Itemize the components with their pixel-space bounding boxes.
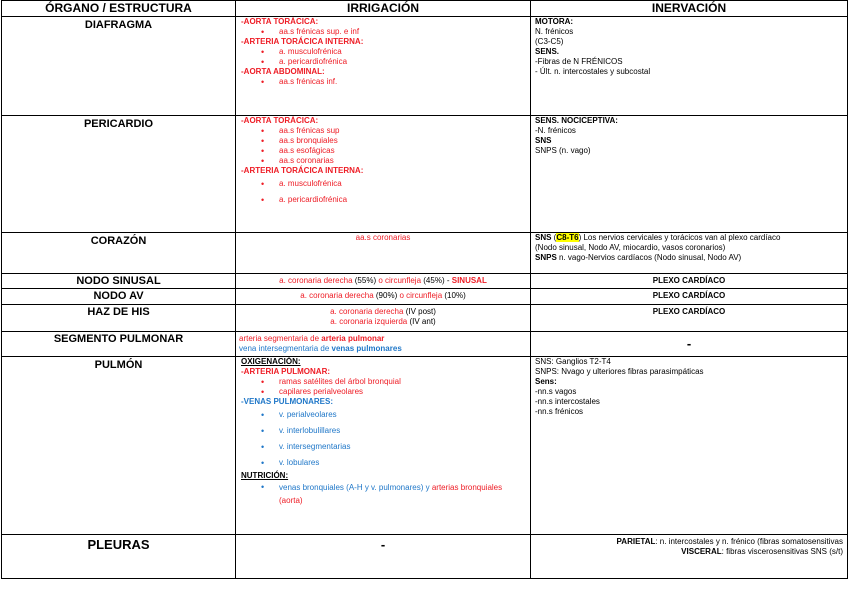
organ-cell: CORAZÓN bbox=[2, 233, 236, 274]
line-text: -VENAS PULMONARES: bbox=[241, 397, 334, 406]
list-item: • aa.s frénicas inf. bbox=[241, 77, 526, 87]
row-nodo-sinusal bbox=[2, 274, 848, 289]
row-pericardio bbox=[2, 116, 848, 233]
header-row bbox=[2, 1, 848, 17]
innervation-cell: PLEXO CARDÍACO bbox=[531, 305, 848, 332]
segment-range-highlight: C8-T6 bbox=[556, 233, 579, 242]
irrigation-cell bbox=[236, 332, 531, 357]
list-item: • aa.s esofágicas bbox=[241, 146, 526, 156]
list-item: • aa.s frénicas sup bbox=[241, 126, 526, 136]
innervation-cell bbox=[531, 357, 848, 535]
organ-cell: PLEURAS bbox=[2, 535, 236, 579]
dash-text: - bbox=[686, 336, 692, 351]
header-organ: ÓRGANO / ESTRUCTURA bbox=[2, 1, 236, 17]
row-segmento-pulmonar bbox=[2, 332, 848, 357]
innervation-cell bbox=[531, 332, 848, 357]
list-item: • a. pericardiofrénica bbox=[241, 57, 526, 67]
visceral-text: : fibras viscerosensitivas SNS (s/t) bbox=[721, 547, 843, 556]
artery-text: o circunfleja bbox=[378, 276, 422, 285]
innervation-cell bbox=[531, 17, 848, 116]
organ-cell: PERICARDIO bbox=[2, 116, 236, 233]
line-text: - Últ. n. intercostales y subcostal bbox=[535, 67, 651, 76]
irrigation-cell bbox=[236, 17, 531, 116]
nutrition-text: arterias bbox=[431, 483, 459, 492]
nutrition-text: bronquiales (aorta) bbox=[279, 483, 503, 505]
row-diafragma bbox=[2, 17, 848, 116]
row-corazon bbox=[2, 233, 848, 274]
list-item: • aa.s coronarias bbox=[241, 156, 526, 166]
sns-label: SNS bbox=[535, 233, 552, 242]
list-item: • aa.s bronquiales bbox=[241, 136, 526, 146]
innervation-cell: PLEXO CARDÍACO bbox=[531, 274, 848, 289]
nutrition-text: y bbox=[425, 483, 430, 492]
percent-text: (45%) - bbox=[423, 276, 450, 285]
line-text: -nn.s vagos bbox=[535, 387, 577, 396]
line-text: -N. frénicos bbox=[535, 126, 576, 135]
artery-text: arteria segmentaria de bbox=[239, 334, 320, 343]
organ-cell: NODO AV bbox=[2, 289, 236, 305]
line-text: -ARTERIA TORÁCICA INTERNA: bbox=[241, 37, 364, 46]
irrigation-cell bbox=[236, 357, 531, 535]
percent-text: (55%) bbox=[354, 276, 377, 285]
organ-cell: PULMÓN bbox=[2, 357, 236, 535]
sns-targets: (Nodo sinusal, Nodo AV, miocardio, vasos coronarios) bbox=[535, 243, 726, 252]
parietal-label: PARIETAL bbox=[616, 537, 656, 546]
line-text: SNS bbox=[535, 136, 552, 145]
irrigation-cell bbox=[236, 116, 531, 233]
parietal-text: : n. intercostales y n. frénico (fibras somatosensitivas bbox=[655, 537, 843, 546]
line-text: Sens: bbox=[535, 377, 557, 386]
list-item: • a. musculofrénica bbox=[241, 47, 526, 57]
snps-label: SNPS bbox=[535, 253, 557, 262]
header-innervation: INERVACIÓN bbox=[531, 1, 848, 17]
line-text: SNS: Ganglios T2-T4 bbox=[535, 357, 611, 366]
irrigation-cell bbox=[236, 233, 531, 274]
list-item: • v. perialveolares bbox=[241, 407, 526, 423]
list-item: • v. lobulares bbox=[241, 455, 526, 471]
irrigation-list bbox=[241, 357, 526, 481]
innervation-cell: PLEXO CARDÍACO bbox=[531, 289, 848, 305]
row-pleuras bbox=[2, 535, 848, 579]
line-text: -nn.s frénicos bbox=[535, 407, 584, 416]
organ-cell: SEGMENTO PULMONAR bbox=[2, 332, 236, 357]
line-text: SENS. bbox=[535, 47, 560, 56]
line-text: -AORTA ABDOMINAL: bbox=[241, 67, 325, 76]
organ-cell: NODO SINUSAL bbox=[2, 274, 236, 289]
line-text: NUTRICIÓN: bbox=[241, 471, 289, 480]
irrigation-cell bbox=[236, 289, 531, 305]
percent-text: (90%) bbox=[375, 291, 398, 300]
dash-text: - bbox=[380, 537, 386, 552]
list-item: • v. interlobulillares bbox=[241, 423, 526, 439]
innervation-cell: SNS (C8-T6) Los nervios cervicales y torácicos van al plexo cardíaco (Nodo sinusal, Nodo AV, miocardio, vasos coronarios) SNPS n. vago-Nervios cardíacos (Nodo sinusal, Nodo AV) bbox=[531, 233, 848, 274]
snps-text: n. vago-Nervios cardíacos (Nodo sinusal, Nodo AV) bbox=[559, 253, 742, 262]
region-text: (IV ant) bbox=[409, 317, 436, 326]
sns-text: Los nervios cervicales y torácicos van al plexo cardíaco bbox=[583, 233, 781, 242]
sinusal-label: SINUSAL bbox=[451, 276, 487, 285]
irrigation-cell bbox=[236, 305, 531, 332]
artery-text: o circunfleja bbox=[399, 291, 443, 300]
line-text: SNPS: Nvago y ulteriores fibras parasimpáticas bbox=[535, 367, 704, 376]
anatomy-table bbox=[1, 0, 848, 579]
list-item: • a. pericardiofrénica bbox=[241, 192, 526, 208]
artery-text: a. coronaria izquierda bbox=[330, 317, 408, 326]
list-item bbox=[241, 481, 526, 507]
line-text: SNPS (n. vago) bbox=[535, 146, 591, 155]
nutrition-text: venas bronquiales (A-H y v. pulmonares) bbox=[279, 483, 424, 492]
list-item: • aa.s frénicas sup. e inf bbox=[241, 27, 526, 37]
innervation-cell bbox=[531, 116, 848, 233]
line-text: (C3-C5) bbox=[535, 37, 564, 46]
row-haz-de-his bbox=[2, 305, 848, 332]
region-text: (IV post) bbox=[405, 307, 436, 316]
line-text: SENS. NOCICEPTIVA: bbox=[535, 116, 618, 125]
header-irrigation: IRRIGACIÓN bbox=[236, 1, 531, 17]
line-text: -AORTA TORÁCICA: bbox=[241, 116, 319, 125]
line-text: -ARTERIA PULMONAR: bbox=[241, 367, 331, 376]
row-pulmon bbox=[2, 357, 848, 535]
artery-text: a. coronaria derecha bbox=[300, 291, 374, 300]
organ-cell: DIAFRAGMA bbox=[2, 17, 236, 116]
line-text: MOTORA: bbox=[535, 17, 574, 26]
vein-name: venas pulmonares bbox=[331, 344, 402, 353]
line-text: -Fibras de N FRÉNICOS bbox=[535, 57, 623, 66]
irrigation-cell bbox=[236, 535, 531, 579]
irrigation-cell bbox=[236, 274, 531, 289]
line-text: -ARTERIA TORÁCICA INTERNA: bbox=[241, 166, 364, 175]
vein-text: vena intersegmentaria de bbox=[239, 344, 330, 353]
percent-text: (10%) bbox=[444, 291, 466, 300]
line-text: -AORTA TORÁCICA: bbox=[241, 17, 319, 26]
artery-text: a. coronaria derecha bbox=[279, 276, 353, 285]
list-item: • v. intersegmentarias bbox=[241, 439, 526, 455]
list-item: • a. musculofrénica bbox=[241, 176, 526, 192]
organ-cell: HAZ DE HIS bbox=[2, 305, 236, 332]
line-text: -nn.s intercostales bbox=[535, 397, 600, 406]
artery-text: a. coronaria derecha bbox=[330, 307, 404, 316]
list-item: • capilares perialveolares bbox=[241, 387, 526, 397]
artery-name: arteria pulmonar bbox=[321, 334, 385, 343]
list-item: • ramas satélites del árbol bronquial bbox=[241, 377, 526, 387]
line-text: OXIGENACIÓN: bbox=[241, 357, 301, 366]
row-nodo-av bbox=[2, 289, 848, 305]
irrigation-text: aa.s coronarias bbox=[355, 233, 411, 242]
line-text: N. frénicos bbox=[535, 27, 574, 36]
innervation-cell bbox=[531, 535, 848, 579]
visceral-label: VISCERAL bbox=[681, 547, 722, 556]
